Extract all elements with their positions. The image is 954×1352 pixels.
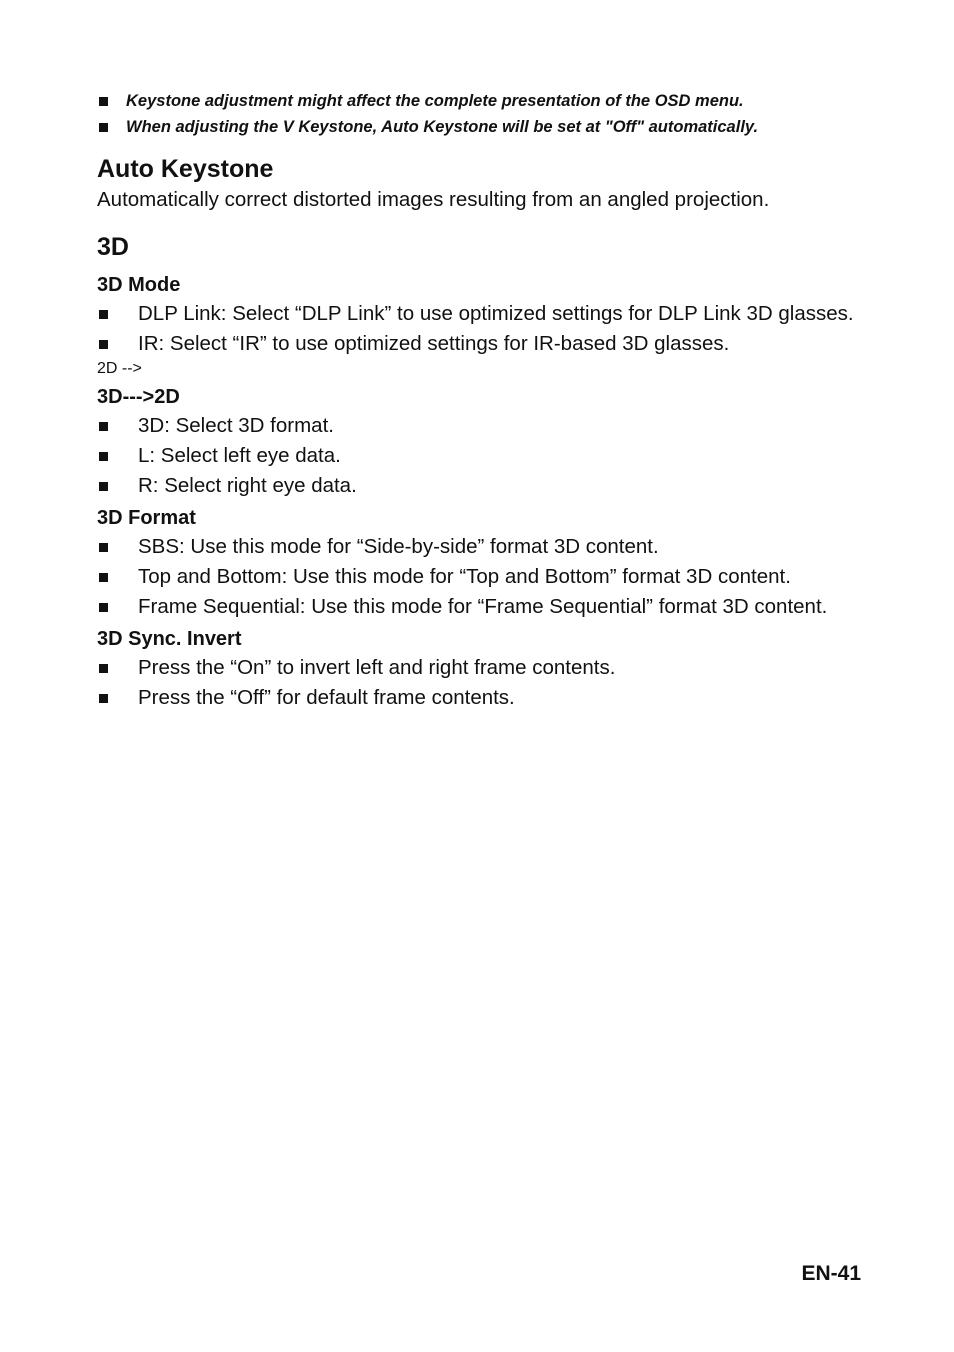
list-item bbox=[97, 472, 872, 499]
square-bullet-icon bbox=[99, 482, 108, 491]
list-item-text: Press the “On” to invert left and right frame contents. bbox=[138, 656, 616, 679]
list-item bbox=[97, 300, 872, 327]
list-item bbox=[97, 654, 872, 681]
note-item bbox=[97, 114, 872, 140]
square-bullet-icon bbox=[99, 422, 108, 431]
list-item-text: IR: Select “IR” to use optimized settings for IR-based 3D glasses. bbox=[138, 332, 730, 355]
square-bullet-icon bbox=[99, 123, 108, 132]
list-item bbox=[97, 533, 872, 560]
square-bullet-icon bbox=[99, 573, 108, 582]
list-item-text: SBS: Use this mode for “Side-by-side” format 3D content. bbox=[138, 535, 659, 558]
bullet-list bbox=[97, 533, 872, 620]
square-bullet-icon bbox=[99, 97, 108, 106]
note-text: When adjusting the V Keystone, Auto Keystone will be set at "Off" automatically. bbox=[126, 118, 759, 136]
manual-page-content: Keystone adjustment might affect the complete presentation of the OSD menu. When adjusting the V Keystone, Auto Keystone will be set at "Off" automatically. Auto Keystone Automatically correct distorted images resulting from an angled projection. 3D 3D Mode DLP Link: Select “DLP Link” to use optimized settings for DLP Link 3D glasses. IR: Select “IR” to use optimized settings for IR-based 3D glasses. 2D --> 3D--->2D 3D: Select 3D format. L: Select left eye data. R: Select right eye data. 3D Format SBS: Use this mode for “Side-by-side” format 3D content. Top and Bottom: Use this mode for “Top and Bottom” format 3D content. Frame Sequential: Use this mode for “Frame Sequential” format 3D content. 3D Sync. Invert Press the “On” to invert left and right frame contents. Press the “Off” for default frame contents. bbox=[97, 88, 872, 714]
bullet-list bbox=[97, 654, 872, 711]
section-3d-format bbox=[97, 505, 872, 620]
section-title: 3D Mode bbox=[97, 274, 181, 296]
square-bullet-icon bbox=[99, 694, 108, 703]
note-item bbox=[97, 88, 872, 114]
square-bullet-icon bbox=[99, 603, 108, 612]
square-bullet-icon bbox=[99, 543, 108, 552]
section-3d-mode bbox=[97, 272, 872, 357]
square-bullet-icon bbox=[99, 340, 108, 349]
list-item bbox=[97, 593, 872, 620]
note-text: Keystone adjustment might affect the complete presentation of the OSD menu. bbox=[126, 92, 744, 110]
list-item-text: DLP Link: Select “DLP Link” to use optimized settings for DLP Link 3D glasses. bbox=[138, 302, 854, 325]
section-3d-to-2d bbox=[97, 384, 872, 499]
list-item bbox=[97, 684, 872, 711]
list-item-text: Press the “Off” for default frame contents. bbox=[138, 686, 515, 709]
list-item-text: L: Select left eye data. bbox=[138, 444, 341, 467]
section-title: 3D--->2D bbox=[97, 386, 180, 408]
section-title: 3D Format bbox=[97, 507, 196, 529]
auto-keystone-heading: Auto Keystone bbox=[97, 155, 274, 183]
list-item bbox=[97, 412, 872, 439]
list-item-text: Frame Sequential: Use this mode for “Frame Sequential” format 3D content. bbox=[138, 595, 828, 618]
section-3d-sync-invert bbox=[97, 626, 872, 711]
bullet-list bbox=[97, 412, 872, 499]
notes-list bbox=[97, 88, 872, 140]
list-item bbox=[97, 442, 872, 469]
section-title: 3D Sync. Invert bbox=[97, 628, 242, 650]
auto-keystone-description: Automatically correct distorted images resulting from an angled projection. bbox=[97, 188, 770, 211]
square-bullet-icon bbox=[99, 310, 108, 319]
square-bullet-icon bbox=[99, 664, 108, 673]
list-item bbox=[97, 330, 872, 357]
list-item-text: R: Select right eye data. bbox=[138, 474, 357, 497]
list-item-text: Top and Bottom: Use this mode for “Top and Bottom” format 3D content. bbox=[138, 565, 791, 588]
square-bullet-icon bbox=[99, 452, 108, 461]
list-item-text: 3D: Select 3D format. bbox=[138, 414, 334, 437]
bullet-list bbox=[97, 300, 872, 357]
page-number: EN-41 bbox=[801, 1262, 861, 1285]
three-d-heading: 3D bbox=[97, 233, 129, 261]
list-item bbox=[97, 563, 872, 590]
